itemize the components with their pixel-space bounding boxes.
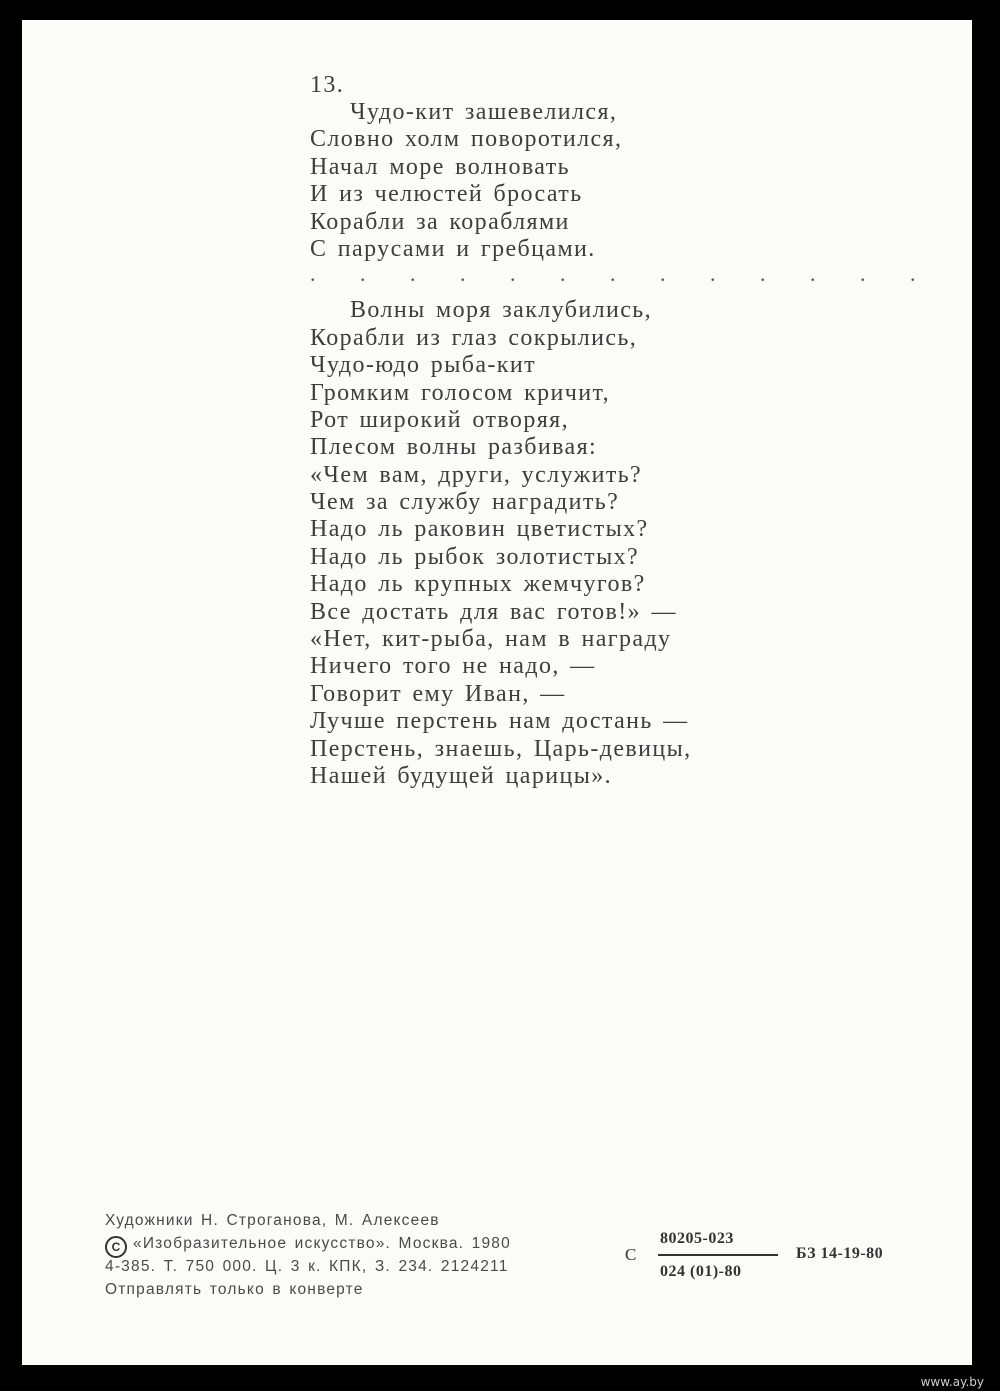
index-letter: С xyxy=(625,1245,637,1264)
publisher-imprint xyxy=(105,1209,511,1301)
poem-line: Словно холм поворотился, xyxy=(310,126,623,153)
poem-line: «Нет, кит-рыба, нам в награду xyxy=(310,626,672,653)
poem-line: Корабли за кораблями xyxy=(310,208,570,235)
poem-line: Лучше перстень нам достань — xyxy=(310,708,689,735)
publisher-name: «Изобразительное искусство». Москва. 1980 xyxy=(133,1235,511,1252)
poem-line: Говорит ему Иван, — xyxy=(310,680,566,707)
poem-line: «Чем вам, други, услужить? xyxy=(310,461,643,488)
poem-text xyxy=(310,72,934,790)
artists-credit: Художники Н. Строганова, М. Алексеев xyxy=(105,1212,440,1229)
poem-line: Надо ль рыбок золотистых? xyxy=(310,543,640,570)
copyright-icon: C xyxy=(105,1236,127,1258)
poem-line: Плесом волны разбивая: xyxy=(310,434,598,461)
fraction-bar xyxy=(658,1254,778,1256)
poem-line: Корабли из глаз сокрылись, xyxy=(310,324,638,351)
site-watermark: www.ay.by xyxy=(920,1375,984,1389)
stanza-1 xyxy=(310,99,934,263)
poem-line: Ничего того не надо, — xyxy=(310,653,596,680)
poem-line: Начал море волновать xyxy=(310,153,570,180)
poem-line: Все достать для вас готов!» — xyxy=(310,598,677,625)
index-numerator: 80205-023 xyxy=(660,1230,734,1247)
poem-line: Рот широкий отворяя, xyxy=(310,406,570,433)
poem-line: Громким голосом кричит, xyxy=(310,379,610,406)
poem-line: Надо ль крупных жемчугов? xyxy=(310,571,646,598)
poem-line: С парусами и гребцами. xyxy=(310,235,596,262)
mailing-note: Отправлять только в конверте xyxy=(105,1281,364,1298)
stanza-2 xyxy=(310,297,934,790)
poem-line: Волны моря заклубились, xyxy=(350,297,652,324)
poem-line: Перстень, знаешь, Царь-девицы, xyxy=(310,735,692,762)
poem-line: И из челюстей бросать xyxy=(310,181,583,208)
catalog-index xyxy=(658,1227,778,1284)
ellipsis-divider: . . . . . . . . . . . . . xyxy=(310,261,934,287)
poem-line: Нашей будущей царицы». xyxy=(310,762,613,789)
postcard-back xyxy=(22,20,972,1365)
print-info: 4-385. Т. 750 000. Ц. 3 к. КПК, З. 234. 2124211 xyxy=(105,1258,509,1275)
page-number: 13. xyxy=(310,72,345,98)
publisher-line xyxy=(105,1232,511,1255)
poem-line: Чудо-юдо рыба-кит xyxy=(310,352,536,379)
index-denominator: 024 (01)-80 xyxy=(660,1263,742,1280)
poem-line: Надо ль раковин цветистых? xyxy=(310,516,649,543)
poem-line: Чем за службу наградить? xyxy=(310,489,620,516)
poem-line: Чудо-кит зашевелился, xyxy=(350,99,618,125)
catalog-code: БЗ 14-19-80 xyxy=(796,1245,884,1262)
